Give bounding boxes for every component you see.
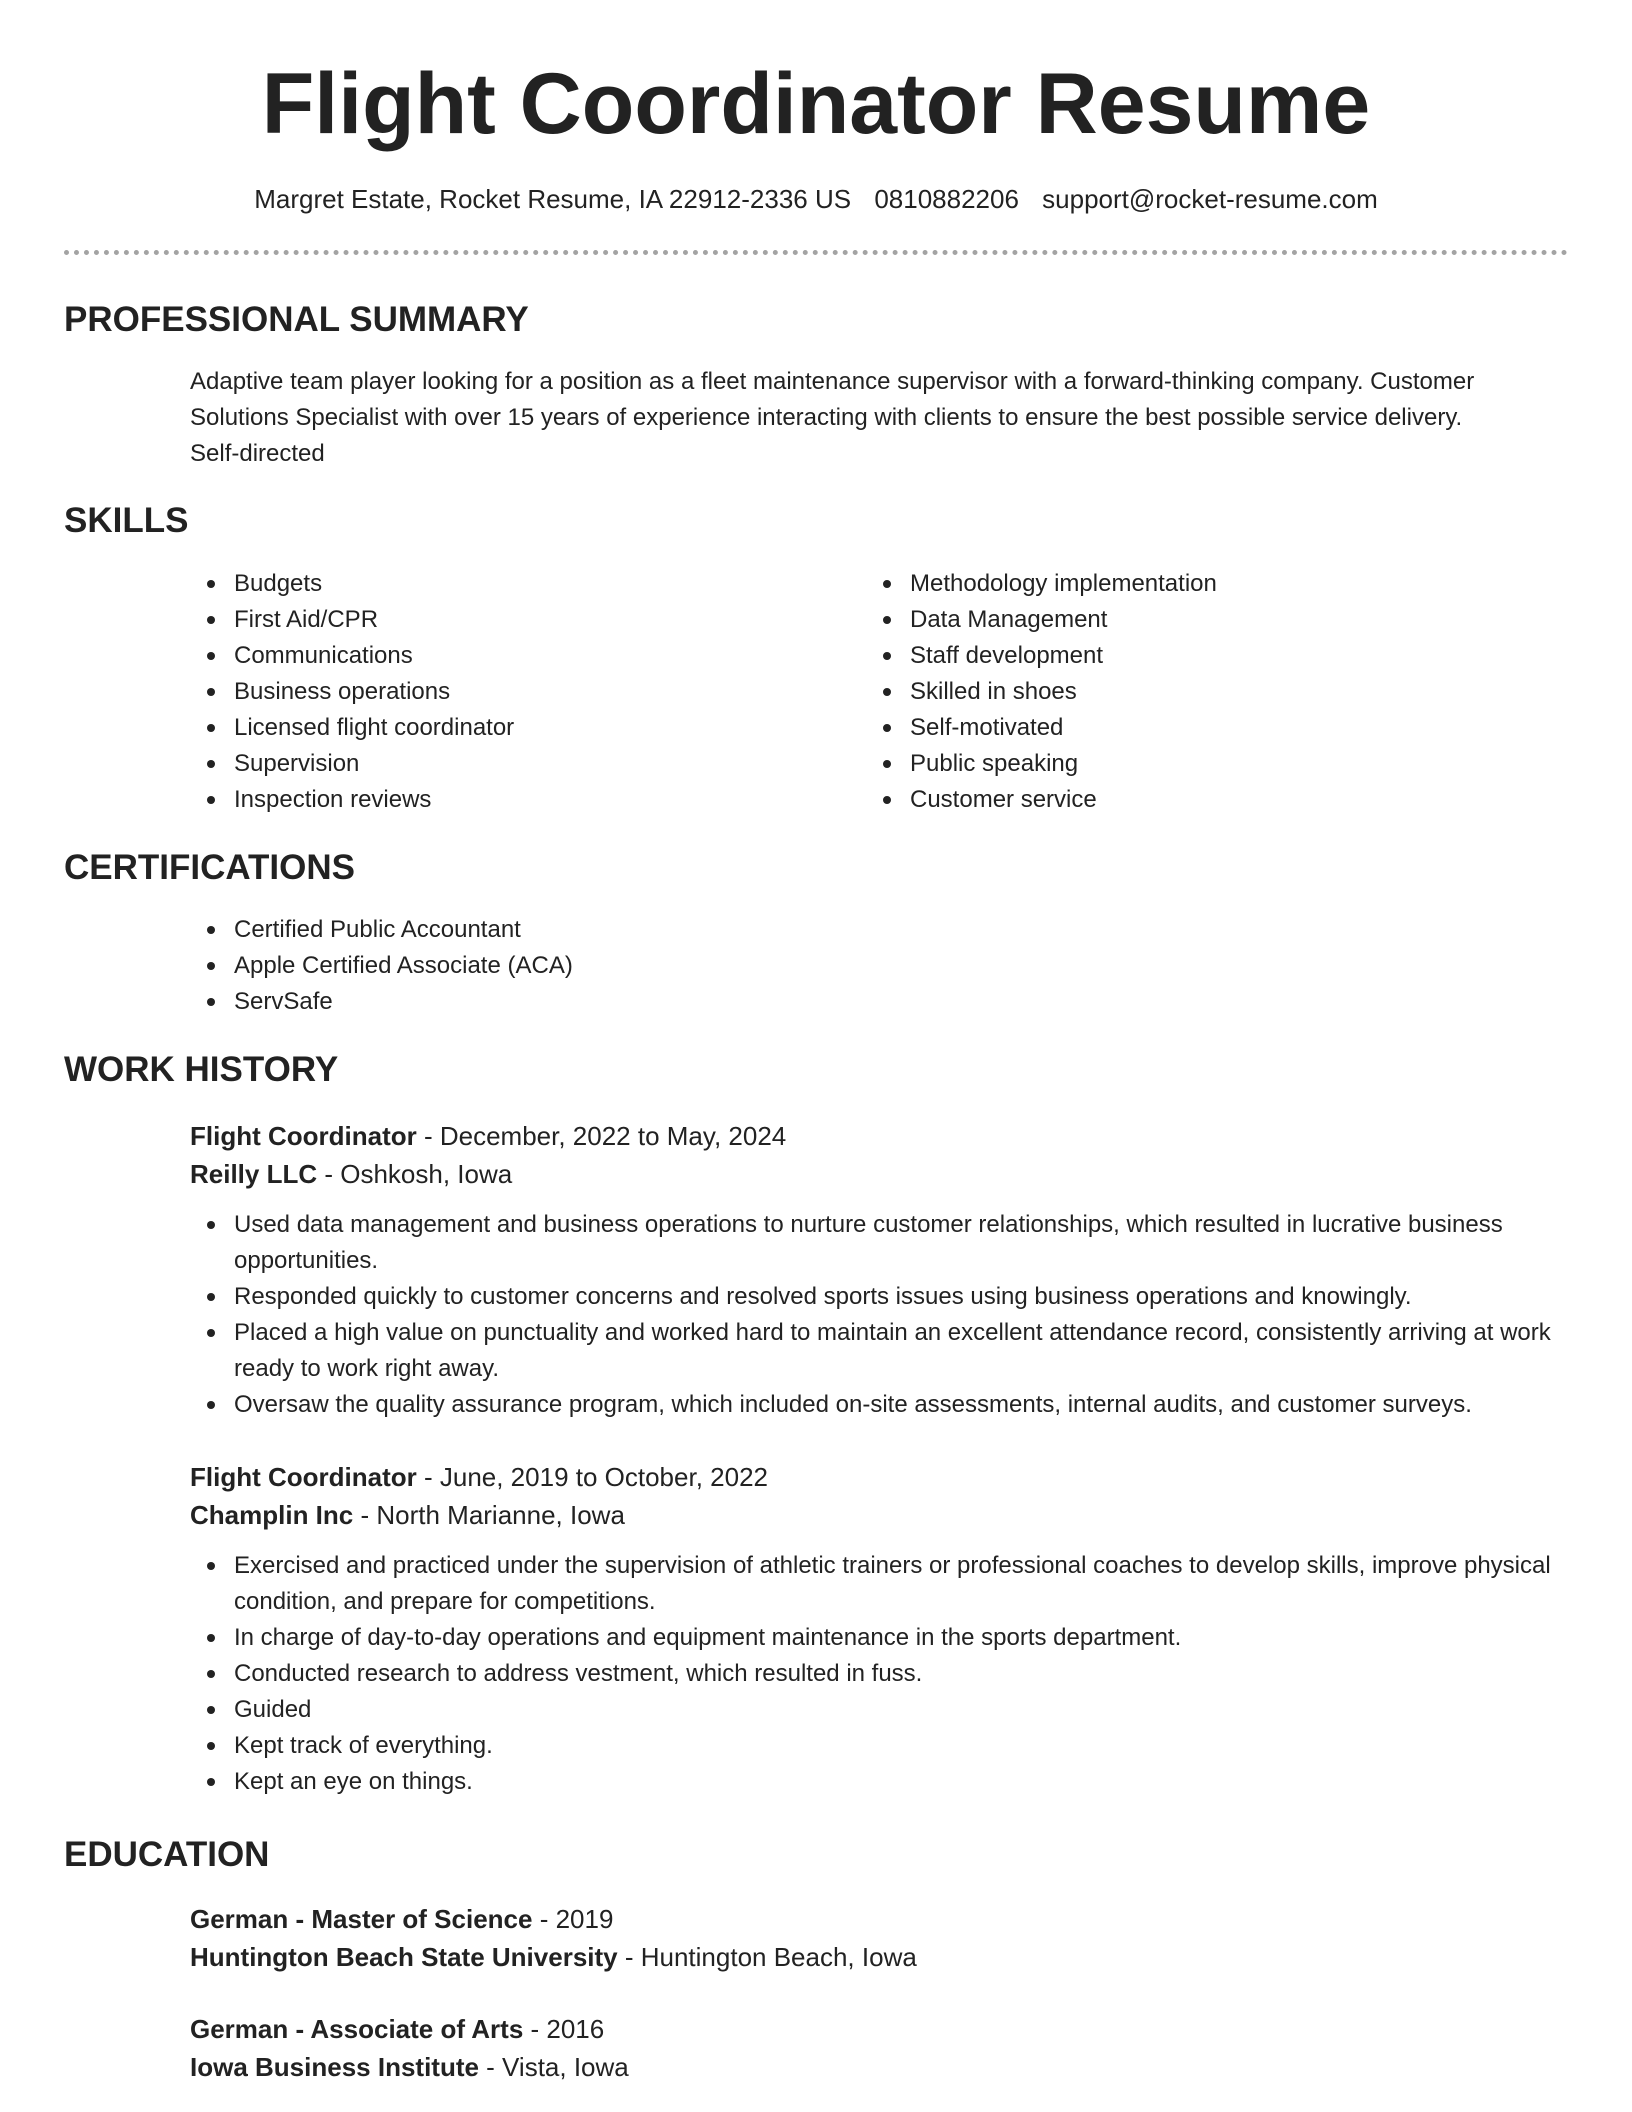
skill-item: Public speaking	[866, 746, 1526, 782]
job-bullet: In charge of day-to-day operations and equipment maintenance in the sports department.	[190, 1620, 1560, 1656]
skill-item: Customer service	[866, 782, 1526, 818]
job-title: Flight Coordinator	[190, 1462, 417, 1492]
education-year: - 2019	[532, 1904, 614, 1934]
education-school-line	[190, 1938, 1560, 1976]
education-entry	[190, 2010, 1560, 2086]
job-title-line	[190, 1117, 1560, 1155]
job-bullet-list	[190, 1548, 1560, 1800]
job-entry	[190, 1117, 1560, 1423]
job-bullet-list	[190, 1207, 1560, 1423]
section-heading-education: EDUCATION	[64, 1835, 270, 1874]
job-title-line	[190, 1458, 1560, 1496]
education-degree: German - Associate of Arts	[190, 2014, 524, 2044]
job-bullet: Placed a high value on punctuality and worked hard to maintain an excellent attendance record, consistently arriving at work ready to work right away.	[190, 1315, 1560, 1387]
job-dates: - June, 2019 to October, 2022	[416, 1462, 768, 1492]
job-title: Flight Coordinator	[190, 1121, 417, 1151]
education-school: Huntington Beach State University	[190, 1942, 618, 1972]
education-location: - Huntington Beach, Iowa	[617, 1942, 917, 1972]
education-degree: German - Master of Science	[190, 1904, 533, 1934]
section-heading-certifications: CERTIFICATIONS	[64, 848, 356, 887]
job-company: Reilly LLC	[190, 1159, 318, 1189]
summary-line: Adaptive team player looking for a position as a fleet maintenance supervisor with a forward-thinking company. Customer	[190, 368, 1475, 395]
education-degree-line	[190, 2010, 1560, 2048]
certifications-block	[190, 912, 1560, 1020]
skill-item: Methodology implementation	[866, 566, 1526, 602]
contact-email[interactable]: support@rocket-resume.com	[1042, 184, 1378, 214]
skill-item: Supervision	[190, 746, 850, 782]
job-location: - North Marianne, Iowa	[353, 1500, 625, 1530]
skill-item: Inspection reviews	[190, 782, 850, 818]
job-bullet: Kept track of everything.	[190, 1728, 1560, 1764]
skill-item: Business operations	[190, 674, 850, 710]
skill-item: Data Management	[866, 602, 1526, 638]
certification-item: Certified Public Accountant	[190, 912, 1560, 948]
resume-title: Flight Coordinator Resume	[261, 56, 1371, 152]
skill-item: Skilled in shoes	[866, 674, 1526, 710]
section-heading-summary: PROFESSIONAL SUMMARY	[64, 300, 529, 339]
skill-item: Budgets	[190, 566, 850, 602]
header-divider	[64, 250, 1568, 255]
job-bullet: Responded quickly to customer concerns and resolved sports issues using business operations and knowingly.	[190, 1279, 1560, 1315]
summary-line: Solutions Specialist with over 15 years of experience interacting with clients to ensure the best possible service delivery.	[190, 404, 1463, 431]
skills-list-left	[190, 566, 850, 818]
certification-item: ServSafe	[190, 984, 1560, 1020]
section-heading-skills: SKILLS	[64, 501, 189, 540]
job-company-line	[190, 1496, 1560, 1534]
skills-column-right	[866, 566, 1526, 818]
skills-list-right	[866, 566, 1526, 818]
certification-item: Apple Certified Associate (ACA)	[190, 948, 1560, 984]
job-entry	[190, 1458, 1560, 1800]
contact-line	[0, 181, 1632, 217]
job-bullet: Used data management and business operations to nurture customer relationships, which resulted in lucrative business opportunities.	[190, 1207, 1560, 1279]
job-bullet: Exercised and practiced under the supervision of athletic trainers or professional coaches to develop skills, improve physical condition, and prepare for competitions.	[190, 1548, 1560, 1620]
skill-item: Staff development	[866, 638, 1526, 674]
summary-text	[190, 364, 1560, 472]
education-location: - Vista, Iowa	[478, 2052, 629, 2082]
job-bullet: Oversaw the quality assurance program, which included on-site assessments, internal audits, and customer surveys.	[190, 1387, 1560, 1423]
skill-item: Self-motivated	[866, 710, 1526, 746]
education-school-line	[190, 2048, 1560, 2086]
education-school: Iowa Business Institute	[190, 2052, 479, 2082]
skills-column-left	[190, 566, 850, 818]
section-heading-work-history: WORK HISTORY	[64, 1050, 339, 1089]
job-bullet: Kept an eye on things.	[190, 1764, 1560, 1800]
summary-line: Self-directed	[190, 440, 325, 467]
job-location: - Oshkosh, Iowa	[317, 1159, 513, 1189]
job-dates: - December, 2022 to May, 2024	[416, 1121, 787, 1151]
skill-item: Licensed flight coordinator	[190, 710, 850, 746]
skill-item: First Aid/CPR	[190, 602, 850, 638]
job-bullet: Conducted research to address vestment, which resulted in fuss.	[190, 1656, 1560, 1692]
education-degree-line	[190, 1900, 1560, 1938]
contact-phone: 0810882206	[874, 184, 1019, 214]
job-company: Champlin Inc	[190, 1500, 354, 1530]
certifications-list	[190, 912, 1560, 1020]
education-entry	[190, 1900, 1560, 1976]
job-bullet: Guided	[190, 1692, 1560, 1728]
job-company-line	[190, 1155, 1560, 1193]
contact-address: Margret Estate, Rocket Resume, IA 22912-2336 US	[254, 184, 852, 214]
skill-item: Communications	[190, 638, 850, 674]
education-year: - 2016	[523, 2014, 605, 2044]
